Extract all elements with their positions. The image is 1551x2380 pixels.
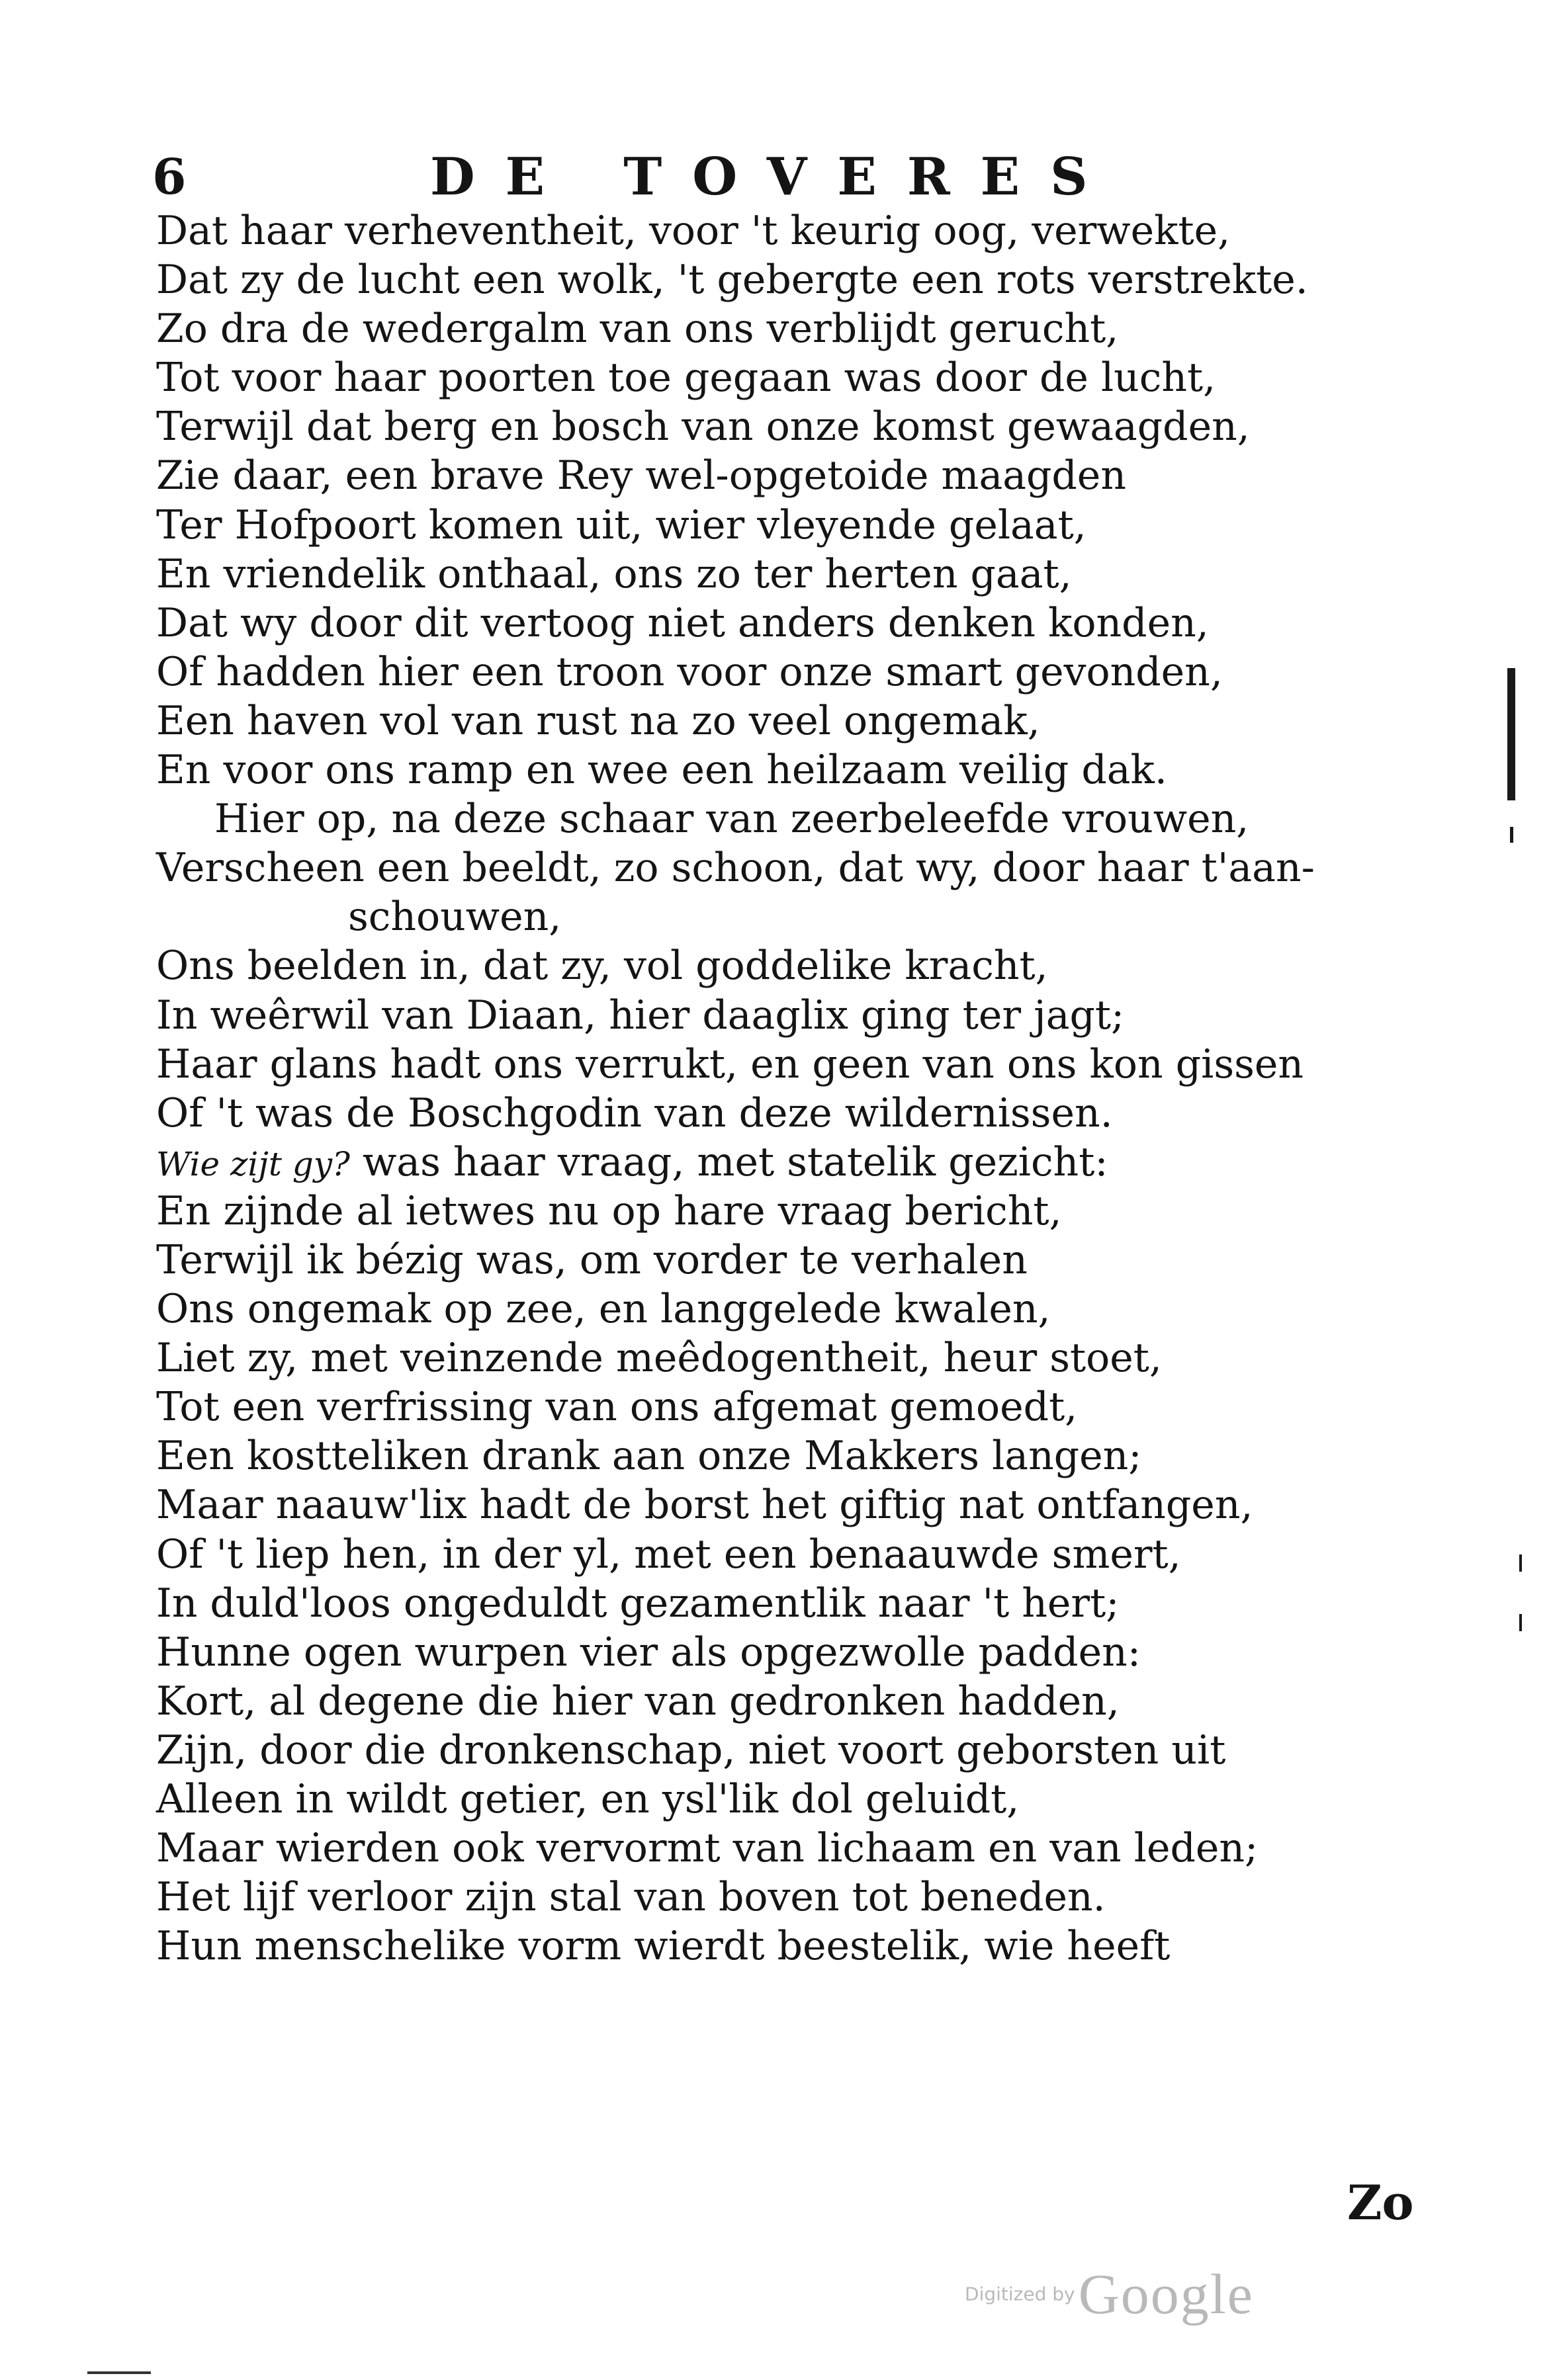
verse-line: Verscheen een beeldt, zo schoon, dat wy, door haar t'aan- — [156, 845, 1315, 892]
verse-line: In duld'loos ongeduldt gezamentlik naar 't hert; — [156, 1580, 1120, 1627]
verse-line: Zo dra de wedergalm van ons verblijdt gerucht, — [156, 306, 1119, 353]
verse-line: En voor ons ramp en wee een heilzaam veilig dak. — [156, 747, 1167, 794]
verse-line-continuation: schouwen, — [348, 894, 562, 941]
verse-line: Een kostteliken drank aan onze Makkers langen; — [156, 1433, 1142, 1480]
catchword: Zo — [1347, 2174, 1414, 2231]
verse-line: Liet zy, met veinzende meêdogentheit, heur stoet, — [156, 1335, 1162, 1382]
verse-line: Ons ongemak op zee, en langgelede kwalen, — [156, 1286, 1051, 1333]
verse-line: En zijnde al ietwes nu op hare vraag bericht, — [156, 1187, 1062, 1234]
verse-line: Dat haar verheventheit, voor 't keurig oog, verwekte, — [156, 208, 1231, 254]
verse-line: En vriendelik onthaal, ons zo ter herten gaat, — [156, 550, 1072, 597]
watermark-prefix: Digitized by — [965, 2283, 1075, 2305]
verse-line-with-question — [156, 1138, 1413, 1187]
verse-line: Ons beelden in, dat zy, vol goddelike kracht, — [156, 943, 1048, 990]
scan-edge-mark — [1519, 1614, 1522, 1631]
verse-line: Hunne ogen wurpen vier als opgezwolle padden: — [156, 1629, 1141, 1676]
verse-line: Het lijf verloor zijn stal van boven tot beneden. — [156, 1874, 1106, 1921]
verse-line: Alleen in wildt getier, en ysl'lik dol geluidt, — [156, 1776, 1020, 1822]
verse-line: Haar glans hadt ons verrukt, en geen van ons kon gissen — [156, 1041, 1304, 1087]
verse-line: Zijn, door die dronkenschap, niet voort geborsten uit — [156, 1726, 1226, 1773]
verse-line: In weêrwil van Diaan, hier daaglix ging ter jagt; — [156, 992, 1125, 1039]
verse-line: Kort, al degene die hier van gedronken hadden, — [156, 1678, 1120, 1724]
verse-line: Een haven vol van rust na zo veel ongemak, — [156, 697, 1040, 744]
page-header — [152, 144, 1158, 210]
scan-edge-mark — [1507, 668, 1515, 800]
verse-line: Dat zy de lucht een wolk, 't gebergte een rots verstrekte. — [156, 257, 1308, 304]
verse-line: Of 't was de Boschgodin van deze wildernissen. — [156, 1089, 1113, 1136]
verse-line: Of hadden hier een troon voor onze smart gevonden, — [156, 648, 1223, 695]
scan-bottom-rule — [87, 2371, 151, 2374]
watermark-brand: Google — [1078, 2262, 1254, 2326]
verse-line: Hun menschelike vorm wierdt beestelik, wie heeft — [156, 1923, 1171, 1970]
verse-line: Of 't liep hen, in der yl, met een benaauwde smert, — [156, 1531, 1181, 1578]
verse-line: Maar naauw'lix hadt de borst het giftig nat ontfangen, — [156, 1482, 1253, 1529]
page-number: 6 — [152, 149, 187, 206]
italic-question: Wie zijt gy? — [156, 1144, 350, 1183]
verse-line: Dat wy door dit vertoog niet anders denken konden, — [156, 599, 1209, 646]
verse-line: Maar wierden ook vervormt van lichaam en van leden; — [156, 1825, 1259, 1872]
verse-line: Terwijl ik bézig was, om vorder te verhalen — [156, 1236, 1028, 1283]
verse-line-rest: was haar vraag, met statelik gezicht: — [349, 1138, 1108, 1185]
verse-line: Tot voor haar poorten toe gegaan was door de lucht, — [156, 355, 1216, 402]
verse-block — [156, 206, 1413, 1971]
scan-edge-mark — [1510, 827, 1513, 843]
verse-line: Ter Hofpoort komen uit, wier vleyende gelaat, — [156, 501, 1086, 548]
running-title: DE TOVERES — [430, 147, 1118, 207]
digitized-watermark — [965, 2261, 1254, 2327]
verse-line: Terwijl dat berg en bosch van onze komst gewaagden, — [156, 404, 1250, 450]
verse-line: Hier op, na deze schaar van zeerbeleefde vrouwen, — [214, 796, 1249, 843]
verse-line: Zie daar, een brave Rey wel-opgetoide maagden — [156, 452, 1126, 499]
scan-edge-mark — [1519, 1554, 1522, 1572]
verse-line: Tot een verfrissing van ons afgemat gemoedt, — [156, 1384, 1078, 1431]
